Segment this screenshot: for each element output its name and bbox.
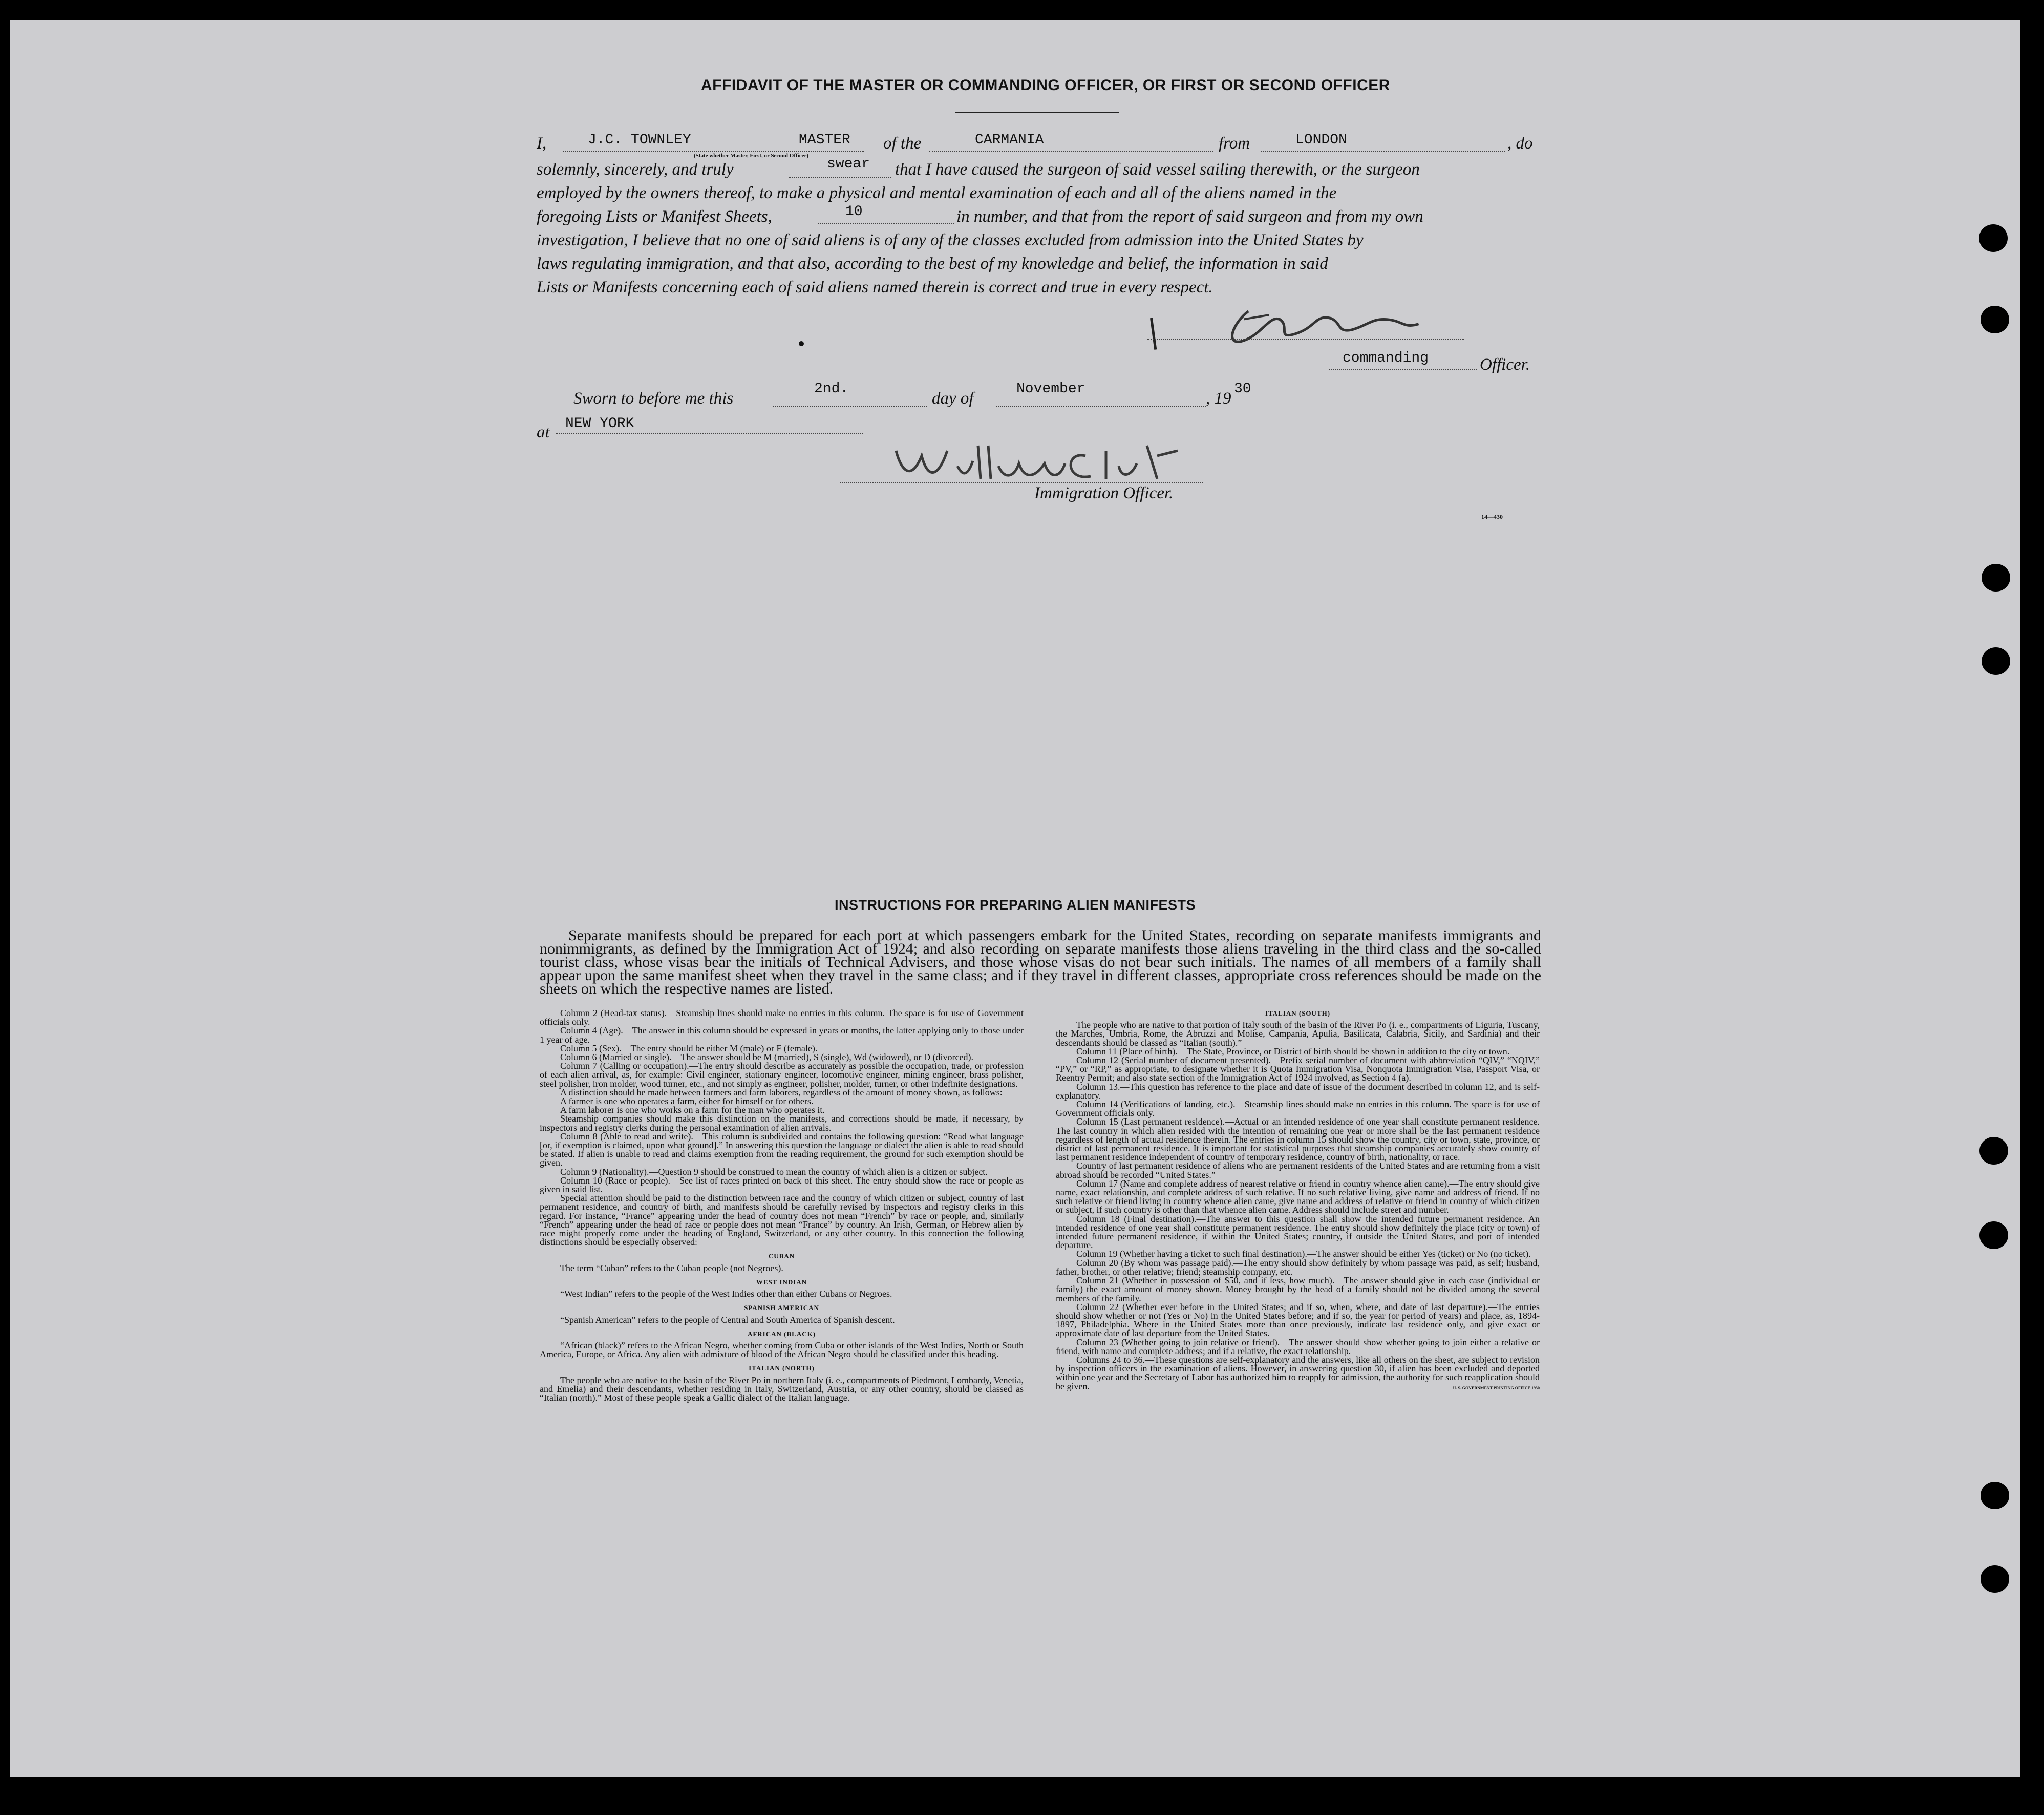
year-prefix: , 19	[1206, 389, 1231, 408]
officer-name: J.C. TOWNLEY	[588, 132, 691, 148]
affidavit-line5: investigation, I believe that no one of said aliens is of any of the classes excluded from admission into the United States by	[537, 231, 1364, 249]
left-p4: Column 6 (Married or single).—The answer should be M (married), S (single), Wd (widowed), or D (divorced).	[560, 1052, 973, 1063]
heading-italian-south: ITALIAN (SOUTH)	[1265, 1009, 1331, 1017]
left-p6: A distinction should be made between farmers and farm laborers, regardless of the amount of money shown, as follows:	[560, 1087, 1003, 1098]
left-p11: Column 9 (Nationality).—Question 9 should be construed to mean the country of which alien is a citizen or subject.	[560, 1166, 988, 1177]
printer-imprint: U. S. GOVERNMENT PRINTING OFFICE 1930	[1453, 1385, 1540, 1390]
sheet-count-field	[818, 223, 954, 224]
left-p1: Column 2 (Head-tax status).—Steamship lines should make no entries in this column. The space is for use of Government officials only.	[540, 1008, 1024, 1027]
left-p8: A farm laborer is one who works on a farm for the man who operates it.	[560, 1105, 825, 1115]
immigration-officer-label: Immigration Officer.	[1034, 484, 1174, 502]
right-p13: Column 23 (Whether going to join relative or friend).—The answer should show whether going to join either a relative or friend, with name and complete address; and if a relative, the exact relationship.	[1056, 1337, 1540, 1356]
binder-hole	[1982, 564, 2010, 592]
instructions-title: INSTRUCTIONS FOR PREPARING ALIEN MANIFESTS	[835, 897, 1196, 913]
immigration-signature-line	[840, 482, 1203, 483]
vessel-field	[929, 151, 1213, 152]
binder-hole	[1982, 647, 2010, 675]
place: NEW YORK	[565, 416, 634, 432]
place-field	[556, 433, 863, 434]
affidavit-line3: employed by the owners thereof, to make a physical and mental examination of each and all of the aliens named in the	[537, 184, 1337, 202]
def-italian-south: The people who are native to that portion of Italy south of the basin of the River Po (i. e., compartments of Liguria, Tuscany, the Marches, Umbria, Rome, the Abruzzi and Molise, Campania, Apulia, Basilicata, Calabria, Sicily, and Sardinia) and their descendants should be classed as “Italian (south).”	[1056, 1020, 1540, 1048]
left-p9: Steamship companies should make this distinction on the manifests, and corrections should be made, if necessary, by inspectors and registry clerks during the personal examination of alien arrivals.	[540, 1113, 1024, 1133]
right-p8: Column 18 (Final destination).—The answer to this question shall show the intended future permanent residence. An intended residence of one year shall constitute permanent residence. The entry should show definitely the place (city or town) of intended future permanent residence, if within the United States; country, if outside the United States, and port of intended departure.	[1056, 1213, 1540, 1251]
right-p3: Column 13.—This question has reference to the place and date of issue of the document described in column 12, and is self-explanatory.	[1056, 1081, 1540, 1101]
vessel-name: CARMANIA	[975, 132, 1044, 148]
instructions-intro: Separate manifests should be prepared for each port at which passengers embark for the United States, recording on separate manifests immigrants and nonimmigrants, as defined by the Immigration Act of 1924; and also recording on separate manifests those aliens traveling in the third class and the so-called tourist class, whose visas bear the initials of Technical Advisers, and those whose visas do not bear such initials. The names of all members of a family shall appear upon the same manifest sheet when they travel in the same class; and if they travel in different classes, appropriate cross references should be made on the sheets on which the respective names are listed.	[540, 927, 1541, 997]
right-p1: Column 11 (Place of birth).—The State, Province, or District of birth should be shown in addition to the city or town.	[1076, 1046, 1510, 1057]
right-p10: Column 20 (By whom was passage paid).—The entry should show definitely by whom passage was paid, as self; husband, father, brother, or other relative; friend; steamship company, etc.	[1056, 1257, 1540, 1277]
right-p14: Columns 24 to 36.—These questions are self-explanatory and the answers, like all others on the sheet, are subject to revision by inspection officers in the examination of aliens. However, in answering question 30, if alien has been excluded and deported within one year and the Secretary of Labor has authorized him to reapply for admission, the authority for such reapplication should be given.	[1056, 1354, 1540, 1391]
right-p7: Column 17 (Name and complete address of nearest relative or friend in country whence alien came).—The entry should give name, exact relationship, and complete address of such relative. If no such relative living, give name and address of friend. If no such relative or friend living in country whence alien came, give name and address of relative or friend in country of which citizen or subject, if such country is other than that whence alien came. Address should include street and number.	[1056, 1178, 1540, 1215]
heading-italian-north: ITALIAN (NORTH)	[749, 1364, 815, 1373]
oath-word: swear	[827, 156, 870, 172]
instructions-left-column	[540, 1009, 1024, 1402]
port-from-field	[1261, 151, 1505, 152]
right-p2: Column 12 (Serial number of document presented).—Prefix serial number of document with abbreviation “QIV,” “NQIV,” “PV,” or “RP,” as appropriate, to designate whether it is Quota Immigration Visa, Nonquota Immigration Visa, Passport Visa, or Reentry Permit; and also state section of the Immigration Act of 1924 involved, as Section 4 (a).	[1056, 1055, 1540, 1083]
right-p11: Column 21 (Whether in possession of $50, and if less, how much).—The answer should give in each case (individual or family) the exact amount of money shown. Money brought by the head of a family should not be divided among the several members of the family.	[1056, 1275, 1540, 1303]
def-spanish-american: “Spanish American” refers to the people of Central and South America of Spanish descent.	[560, 1314, 895, 1325]
oath-field	[789, 177, 891, 178]
binder-hole	[1979, 1137, 2008, 1165]
affidavit-line1-prefix: I,	[537, 134, 547, 153]
def-west-indian: “West Indian” refers to the people of the West Indies other than either Cubans or Negroes.	[560, 1289, 892, 1299]
day-of-label: day of	[932, 389, 974, 408]
do-label: , do	[1507, 134, 1533, 153]
left-p3: Column 5 (Sex).—The entry should be either M (male) or F (female).	[560, 1043, 818, 1053]
left-p7: A farmer is one who operates a farm, either for himself or for others.	[560, 1096, 814, 1107]
sworn-day: 2nd.	[814, 381, 849, 397]
affidavit-line7: Lists or Manifests concerning each of said aliens named therein is correct and true in every respect.	[537, 278, 1213, 297]
def-cuban: The term “Cuban” refers to the Cuban people (not Negroes).	[560, 1262, 783, 1273]
master-signature-line	[1147, 339, 1464, 340]
officer-suffix: Officer.	[1480, 355, 1530, 374]
officer-rank: MASTER	[799, 132, 850, 148]
affidavit-line4-suffix: in number, and that from the report of said surgeon and from my own	[956, 207, 1423, 226]
right-p4: Column 14 (Verifications of landing, etc.).—Steamship lines should make no entries in this column. The space is for use of Government officials only.	[1056, 1099, 1540, 1118]
rank-hint: (State whether Master, First, or Second Officer)	[694, 153, 809, 159]
heading-west-indian: WEST INDIAN	[756, 1278, 807, 1286]
left-p13: Special attention should be paid to the distinction between race and the country of which citizen or subject, country of last permanent residence, and country of birth, and manifests should be carefully revised by inspectors and registry clerks in this regard. For instance, “France” appearing under the head of country does not mean “French” by race or people, and, similarly “French” appearing under the head of race or people does not mean “France” by country. An Irish, German, or Hebrew alien by race might properly come under the heading of England, Switzerland, or any other country. In this connection the following distinctions should be especially observed:	[540, 1193, 1024, 1248]
immigration-officer-signature	[891, 435, 1198, 489]
binder-hole	[1981, 1482, 2009, 1509]
heading-cuban: CUBAN	[768, 1252, 795, 1260]
left-p2: Column 4 (Age).—The answer in this column should be expressed in years or months, the latter applying only to those under 1 year of age.	[540, 1025, 1024, 1045]
binder-hole	[1979, 224, 2008, 252]
port-from: LONDON	[1295, 132, 1347, 148]
sheet-count: 10	[845, 204, 863, 220]
sworn-month: November	[1016, 381, 1085, 397]
affidavit-line2-prefix: solemnly, sincerely, and truly	[537, 160, 734, 179]
affidavit-title: AFFIDAVIT OF THE MASTER OR COMMANDING OFFICER, OR FIRST OR SECOND OFFICER	[701, 77, 1390, 94]
affidavit-line4-prefix: foregoing Lists or Manifest Sheets,	[537, 207, 772, 226]
officer-title-filled: commanding	[1343, 350, 1429, 366]
at-label: at	[537, 423, 550, 441]
binder-hole	[1979, 1221, 2008, 1249]
officer-name-field	[563, 151, 864, 152]
from-label: from	[1219, 134, 1250, 153]
sworn-prefix: Sworn to before me this	[573, 389, 734, 408]
instructions-right-column	[1056, 1009, 1540, 1392]
heading-african: AFRICAN (BLACK)	[747, 1329, 816, 1338]
def-italian-north: The people who are native to the basin of the River Po in northern Italy (i. e., compartments of Piedmont, Lombardy, Venetia, and Emelia) and their descendants, whether residing in Italy, Switzerland, Austria, or any other country, should be classed as “Italian (north).” Most of these people speak a Gallic dialect of the Italian language.	[540, 1375, 1024, 1403]
form-number: 14—430	[1481, 513, 1503, 520]
right-p9: Column 19 (Whether having a ticket to such final destination).—The answer should be either Yes (ticket) or No (no ticket).	[1076, 1249, 1531, 1259]
binder-hole	[1981, 306, 2009, 333]
right-p5: Column 15 (Last permanent residence).—Actual or an intended residence of one year shall constitute permanent residence. The last country in which alien resided with the intention of remaining one year or more shall be the last permanent residence regardless of length of actual residence therein. The entries in column 15 should show the country, city or town, state, province, or district of last permanent residence. It is important for statistical purposes that steamship companies accurately show country of last permanent residence independent of country of temporary residence, country of birth, nationality, or race.	[1056, 1116, 1540, 1163]
title-underline	[955, 112, 1119, 113]
affidavit-line2-suffix: that I have caused the surgeon of said vessel sailing therewith, or the surgeon	[895, 160, 1420, 179]
heading-spanish-american: SPANISH AMERICAN	[744, 1304, 819, 1312]
right-p6: Country of last permanent residence of aliens who are permanent residents of the United States and are returning from a visit abroad should be recorded “United States.”	[1056, 1160, 1540, 1180]
left-p12: Column 10 (Race or people).—See list of races printed on back of this sheet. The entry should show the race or people as given in said list.	[540, 1175, 1024, 1195]
sworn-month-field	[996, 406, 1206, 407]
sworn-day-field	[773, 406, 927, 407]
officer-title-field	[1329, 369, 1477, 370]
of-the-label: of the	[883, 134, 922, 153]
year-suffix: 30	[1234, 381, 1251, 397]
def-african: “African (black)” refers to the African Negro, whether coming from Cuba or other islands of the West Indies, North or South America, Europe, or Africa. Any alien with admixture of blood of the African Negro should be classified under this heading.	[540, 1340, 1024, 1360]
left-p10: Column 8 (Able to read and write).—This column is subdivided and contains the following question: “Read what language [or, if exemption is claimed, upon what ground].” In answering this question the language or dialect the alien is able to read should be stated. If alien is unable to read and claims exemption from the reading requirement, the ground for such exemption should be given.	[540, 1131, 1024, 1168]
left-p5: Column 7 (Calling or occupation).—The entry should describe as accurately as possible the occupation, trade, or profession of each alien arrival, as, for example: Civil engineer, stationary engineer, locomotive engineer, mining engineer, brass polisher, steel polisher, iron molder, wood turner, etc., and not simply as engineer, polisher, molder, turner, or other indefinite designations.	[540, 1061, 1024, 1089]
affidavit-line6: laws regulating immigration, and that also, according to the best of my knowledge and belief, the information in said	[537, 255, 1328, 273]
right-p12: Column 22 (Whether ever before in the United States; and if so, when, where, and date of last departure).—The entries should show whether or not (Yes or No) in the United States before; and if so, the year (or period of years) and place, as, 1894-1897, Philadelphia. Where in the United States more than once previously, indicate last residence only, and give exact or approximate date of last departure from the United States.	[1056, 1301, 1540, 1339]
binder-hole	[1981, 1565, 2009, 1593]
dot-mark	[799, 341, 804, 346]
